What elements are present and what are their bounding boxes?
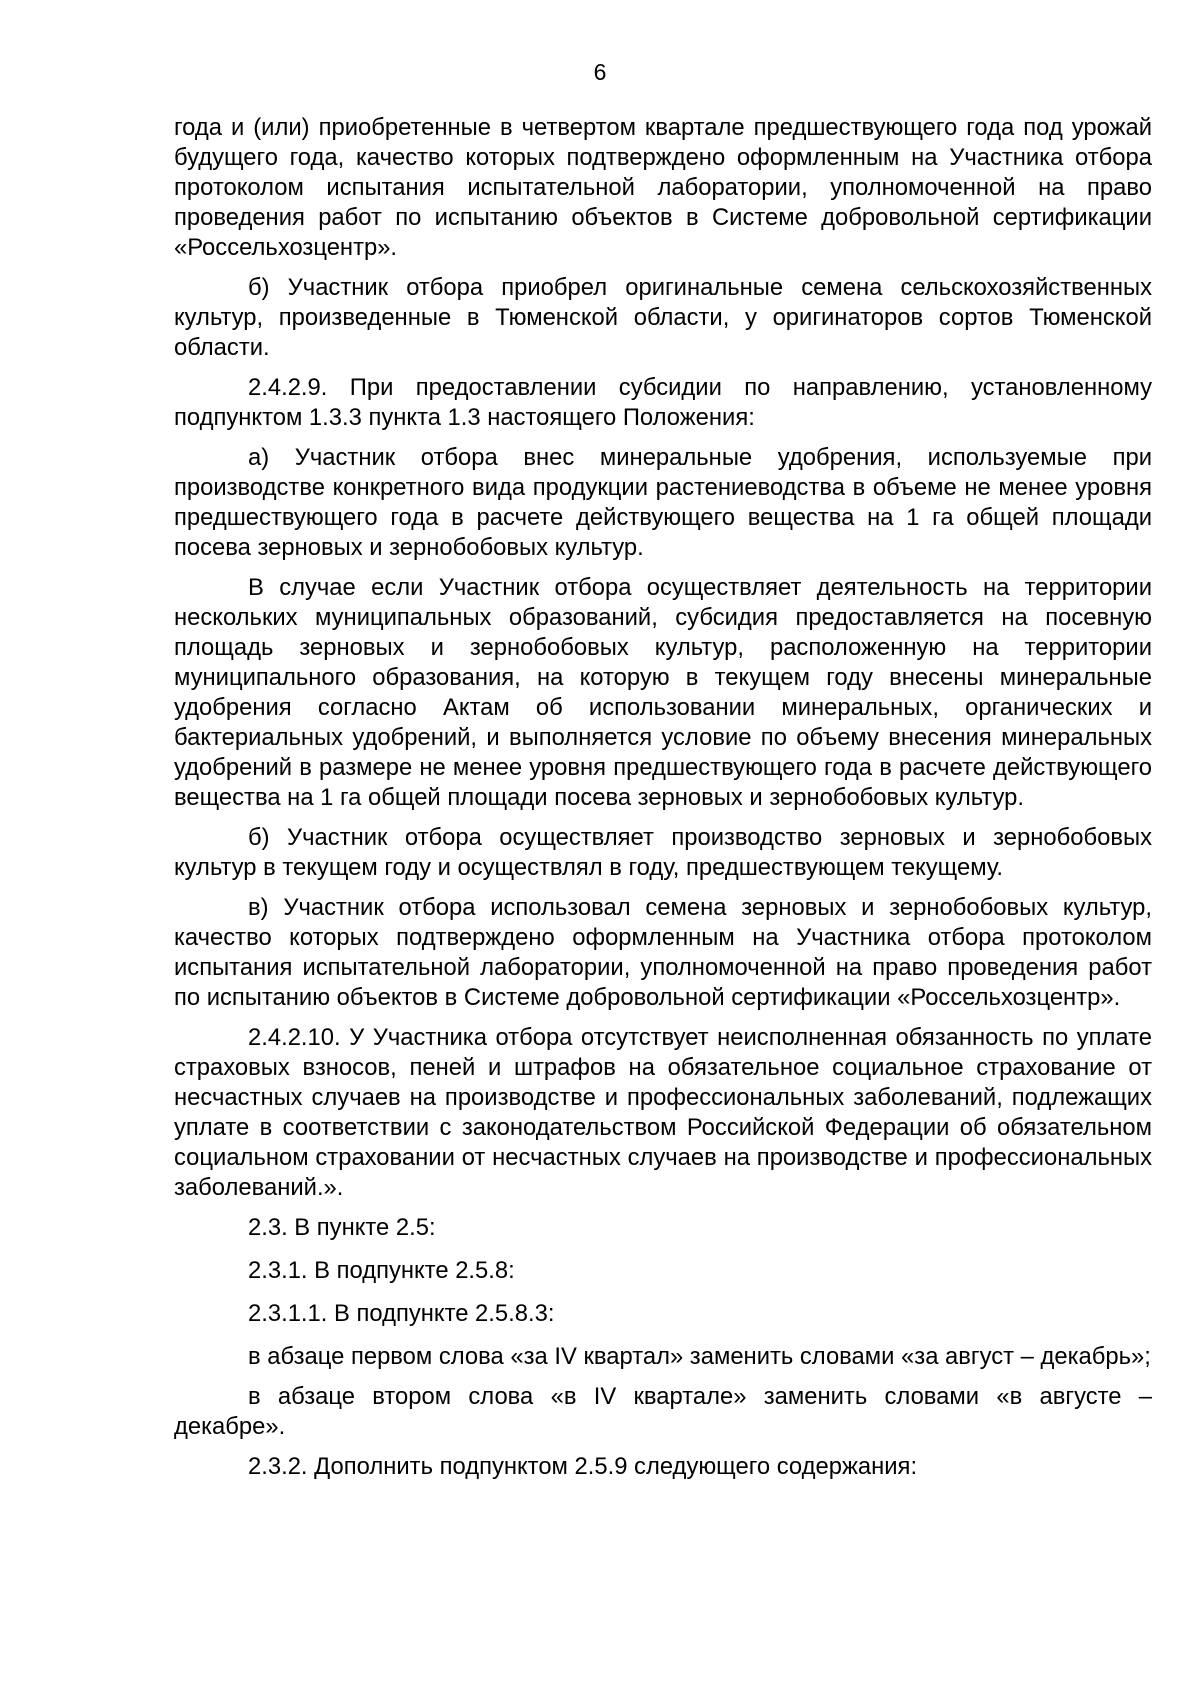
paragraph-abzac-second: в абзаце втором слова «в IV квартале» заменить словами «в августе – декабре».	[174, 1383, 1152, 1440]
paragraph-item-b-original-seeds: б) Участник отбора приобрел оригинальные семена сельскохозяйственных культур, произведенные в Тюменской области, у оригинаторов сортов Тюменской области.	[174, 274, 1152, 361]
paragraph-2-4-2-9: 2.4.2.9. При предоставлении субсидии по направлению, установленному подпунктом 1.3.3 пункта 1.3 настоящего Положения:	[174, 374, 1152, 431]
paragraph-item-v-seeds-quality: в) Участник отбора использовал семена зерновых и зернобобовых культур, качество которых подтверждено оформленным на Участника отбора протоколом испытания испытательной лаборатории, уполномоченной на право проведения работ по испытанию объектов в Системе добровольной сертификации «Россельхозцентр».	[174, 894, 1152, 1011]
paragraph-2-3: 2.3. В пункте 2.5:	[248, 1214, 436, 1241]
paragraph-2-3-1: 2.3.1. В подпункте 2.5.8:	[248, 1257, 515, 1284]
page-number: 6	[593, 59, 607, 85]
paragraph-2-4-2-10: 2.4.2.10. У Участника отбора отсутствует неисполненная обязанность по уплате страховых взносов, пеней и штрафов на обязательное социальное страхование от несчастных случаев на производстве и профессиональных заболеваний, подлежащих уплате в соответствии с законодательством Российской Федерации об обязательном социальном страховании от несчастных случаев на производстве и профессиональных заболеваний.».	[174, 1024, 1152, 1201]
paragraph-continuation: года и (или) приобретенные в четвертом квартале предшествующего года под урожай будущего года, качество которых подтверждено оформленным на Участника отбора протоколом испытания испытательной лаборатории, уполномоченной на право проведения работ по испытанию объектов в Системе добровольной сертификации «Россельхозцентр».	[174, 114, 1152, 261]
paragraph-2-3-1-1: 2.3.1.1. В подпункте 2.5.8.3:	[248, 1300, 555, 1327]
paragraph-item-b-production: б) Участник отбора осуществляет производство зерновых и зернобобовых культур в текущем году и осуществлял в году, предшествующем текущему.	[174, 824, 1152, 881]
paragraph-abzac-first: в абзаце первом слова «за IV квартал» заменить словами «за август – декабрь»;	[248, 1343, 1151, 1370]
paragraph-item-a-fertilizers: а) Участник отбора внес минеральные удобрения, используемые при производстве конкретного вида продукции растениеводства в объеме не менее уровня предшествующего года в расчете действующего вещества на 1 га общей площади посева зерновых и зернобобовых культур.	[174, 444, 1152, 561]
paragraph-multiple-municipalities: В случае если Участник отбора осуществляет деятельность на территории нескольких муниципальных образований, субсидия предоставляется на посевную площадь зерновых и зернобобовых культур, расположенную на территории муниципального образования, на которую в текущем году внесены минеральные удобрения согласно Актам об использовании минеральных, органических и бактериальных удобрений, и выполняется условие по объему внесения минеральных удобрений в размере не менее уровня предшествующего года в расчете действующего вещества на 1 га общей площади посева зерновых и зернобобовых культур.	[174, 574, 1152, 811]
paragraph-2-3-2: 2.3.2. Дополнить подпунктом 2.5.9 следующего содержания:	[248, 1453, 918, 1480]
document-body	[174, 113, 1152, 1492]
